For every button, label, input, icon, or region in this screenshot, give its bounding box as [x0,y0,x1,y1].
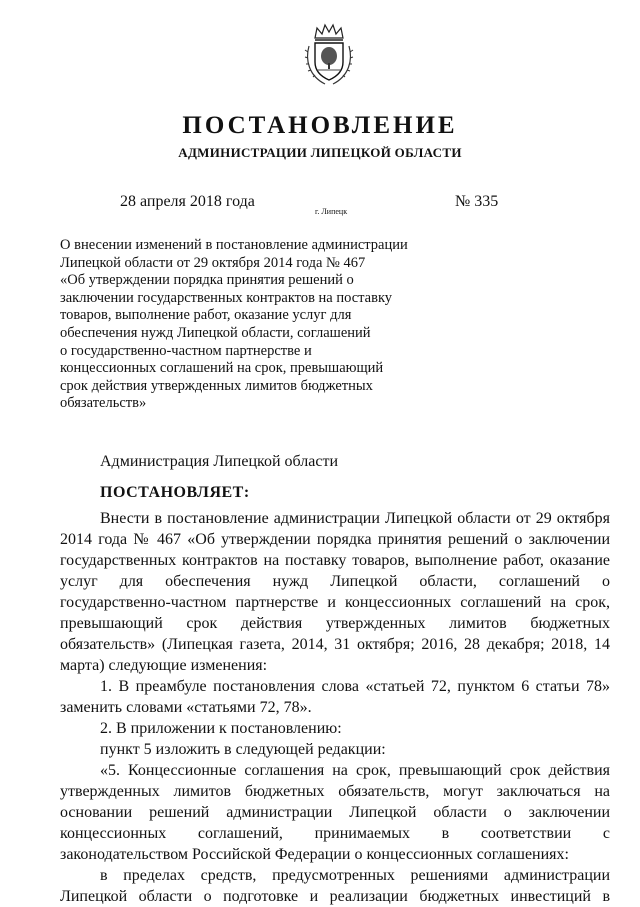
body-line: в пределах средств, предусмотренных решениями администрации [100,867,610,884]
subject-line: обеспечения нужд Липецкой области, соглашений [60,324,371,341]
document-number: № 335 [455,193,499,210]
subject-line: концессионных соглашений на срок, превышающий [60,360,384,377]
body-line: пункт 5 изложить в следующей редакции: [100,741,386,758]
subject-block [60,237,440,413]
body-line: законодательством Российской Федерации о концессионных соглашениях: [60,846,569,863]
coat-of-arms-icon [303,22,355,88]
body-line: обязательств» (Липецкая газета, 2014, 31 октября; 2016, 28 декабря; 2018, 14 [60,636,610,653]
document-subtitle: АДМИНИСТРАЦИИ ЛИПЕЦКОЙ ОБЛАСТИ [178,145,462,160]
body-text [60,508,610,907]
body-line: превышающий срок действия утвержденных лимитов бюджетных [60,615,610,632]
subject-line: срок действия утвержденных лимитов бюджетных [60,377,373,394]
subject-line: О внесении изменений в постановление администрации [60,237,408,253]
body-line: заменить словами «статьями 72, 78». [60,699,312,716]
document-date: 28 апреля 2018 года [120,193,255,210]
subject-line: Липецкой области от 29 октября 2014 года № 467 [60,254,366,271]
body-line: услуг для обеспечения нужд Липецкой области, соглашений о [60,573,610,590]
body-line: концессионных соглашений, принимаемых в соответствии с [60,825,610,842]
body-line: государственных контрактов на поставку товаров, выполнение работ, оказание [60,552,610,569]
document-title: ПОСТАНОВЛЕНИЕ [182,112,458,139]
body-line: государственно-частном партнерстве и концессионных соглашений на срок, [60,594,610,611]
body-line: основании решений администрации Липецкой области о заключении [60,804,610,821]
body-line: утвержденных лимитов бюджетных обязательств, могут заключаться на [60,783,610,800]
body-line: Внести в постановление администрации Липецкой области от 29 октября [100,510,610,527]
decree-word: ПОСТАНОВЛЯЕТ: [100,484,250,501]
body-line: «5. Концессионные соглашения на срок, превышающий срок действия [100,762,610,779]
document-city: г. Липецк [315,207,348,216]
issuer-line: Администрация Липецкой области [100,453,339,470]
body-line: 2014 года № 467 «Об утверждении порядка принятия решений о заключении [60,531,610,548]
subject-line: о государственно-частном партнерстве и [60,342,312,359]
subject-line: «Об утверждении порядка принятия решений о [60,272,354,289]
body-line: 2. В приложении к постановлению: [100,720,342,737]
body-line: 1. В преамбуле постановления слова «статьей 72, пунктом 6 статьи 78» [100,678,610,695]
subject-line: товаров, выполнение работ, оказание услуг для [60,307,352,324]
subject-line: обязательств» [60,395,147,412]
body-line: марта) следующие изменения: [60,657,268,674]
subject-line: заключении государственных контрактов на поставку [60,289,393,306]
body-line: Липецкой области о подготовке и реализации бюджетных инвестиций в [60,888,610,905]
